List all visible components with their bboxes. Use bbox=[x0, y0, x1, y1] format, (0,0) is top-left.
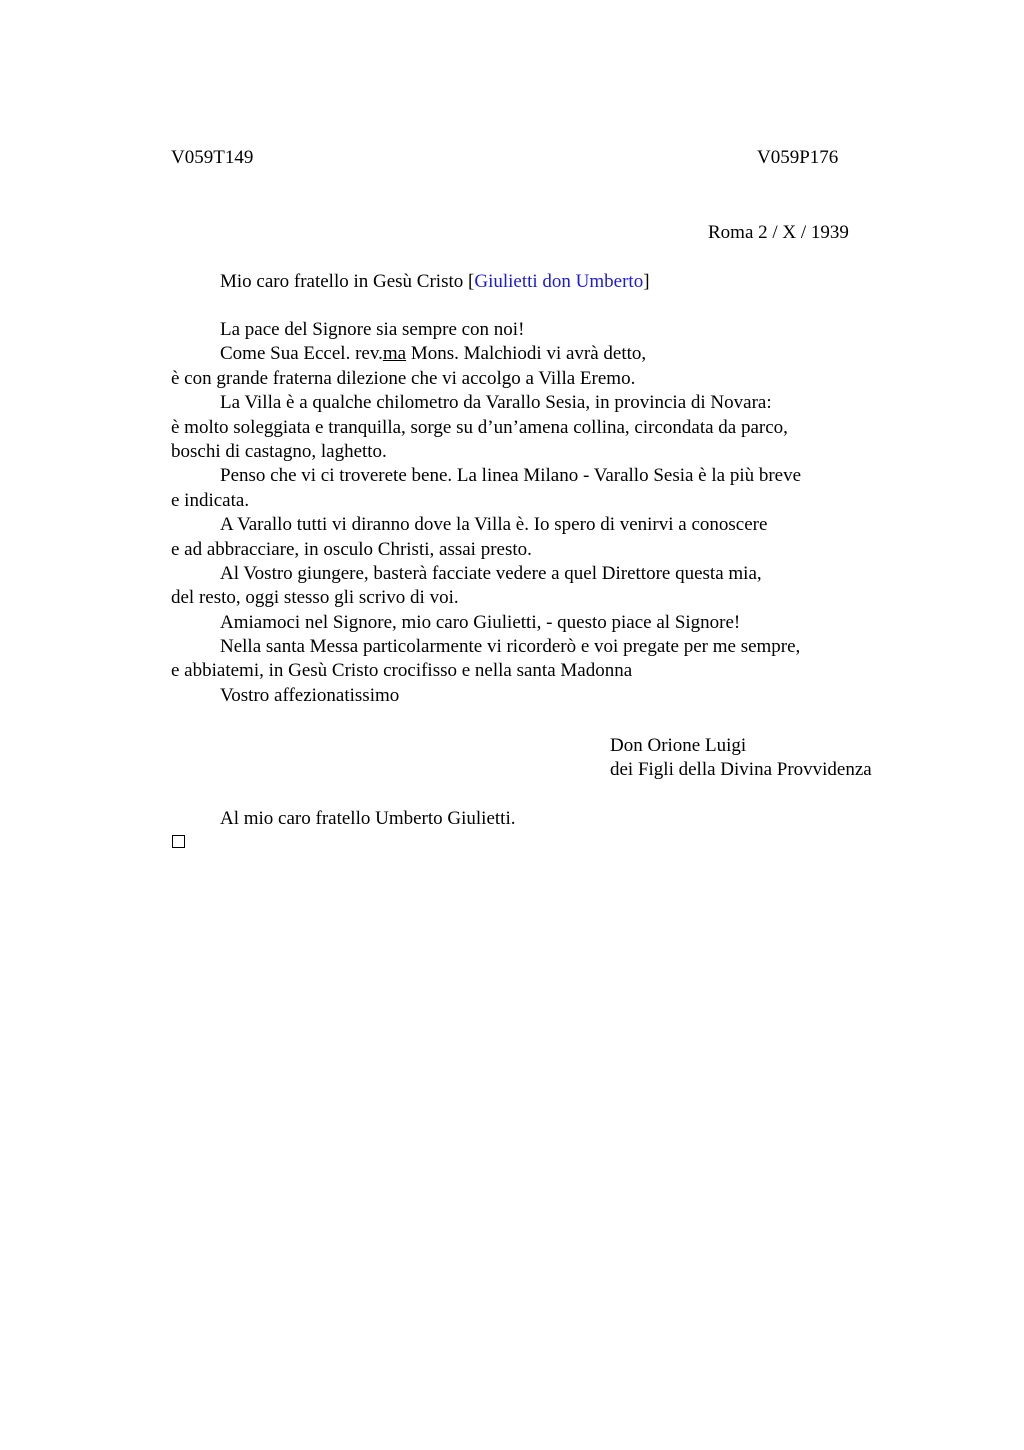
recipient-name: Giulietti don Umberto bbox=[474, 271, 644, 292]
body-line: Penso che vi ci troverete bene. La linea Milano - Varallo Sesia è la più breve bbox=[220, 465, 802, 487]
body-line: è molto soleggiata e tranquilla, sorge su d’un’amena collina, circondata da parco, bbox=[171, 416, 788, 438]
letter-date: Roma 2 / X / 1939 bbox=[708, 222, 849, 243]
body-line: e indicata. bbox=[171, 489, 250, 511]
document-code-right: V059P176 bbox=[757, 147, 839, 168]
signature-block bbox=[610, 734, 872, 783]
salutation-prefix: Mio caro fratello in Gesù Cristo [ bbox=[220, 271, 475, 292]
underlined-abbreviation: ma bbox=[382, 343, 407, 365]
body-line-part: Come Sua Eccel. rev. bbox=[220, 343, 383, 365]
body-line: e ad abbracciare, in osculo Christi, assai presto. bbox=[171, 538, 532, 560]
body-line: del resto, oggi stesso gli scrivo di voi. bbox=[171, 587, 459, 609]
signature-title: dei Figli della Divina Provvidenza bbox=[610, 759, 872, 781]
address-line: Al mio caro fratello Umberto Giulietti. bbox=[220, 808, 516, 829]
salutation-suffix: ] bbox=[643, 271, 650, 292]
salutation bbox=[220, 270, 650, 294]
body-line: A Varallo tutti vi diranno dove la Villa è. Io spero di venirvi a conoscere bbox=[220, 514, 768, 536]
body-line: Amiamoci nel Signore, mio caro Giulietti, - questo piace al Signore! bbox=[220, 611, 741, 633]
checkbox-square-icon bbox=[172, 835, 185, 848]
body-line-part: Mons. Malchiodi vi avrà detto, bbox=[406, 343, 647, 365]
body-line: è con grande fraterna dilezione che vi accolgo a Villa Eremo. bbox=[171, 367, 636, 389]
body-line: La Villa è a qualche chilometro da Varallo Sesia, in provincia di Novara: bbox=[220, 392, 772, 414]
closing-line: Vostro affezionatissimo bbox=[220, 684, 400, 706]
body-line: Al Vostro giungere, basterà facciate vedere a quel Direttore questa mia, bbox=[220, 562, 762, 584]
body-line: La pace del Signore sia sempre con noi! bbox=[220, 319, 525, 340]
body-line bbox=[171, 342, 871, 366]
body-line: e abbiatemi, in Gesù Cristo crocifisso e nella santa Madonna bbox=[171, 660, 633, 682]
body-line: boschi di castagno, laghetto. bbox=[171, 440, 387, 462]
document-code-left: V059T149 bbox=[171, 147, 254, 168]
signature-name: Don Orione Luigi bbox=[610, 735, 747, 756]
letter-body bbox=[171, 318, 871, 708]
body-line: Nella santa Messa particolarmente vi ricorderò e voi pregate per me sempre, bbox=[220, 636, 801, 658]
